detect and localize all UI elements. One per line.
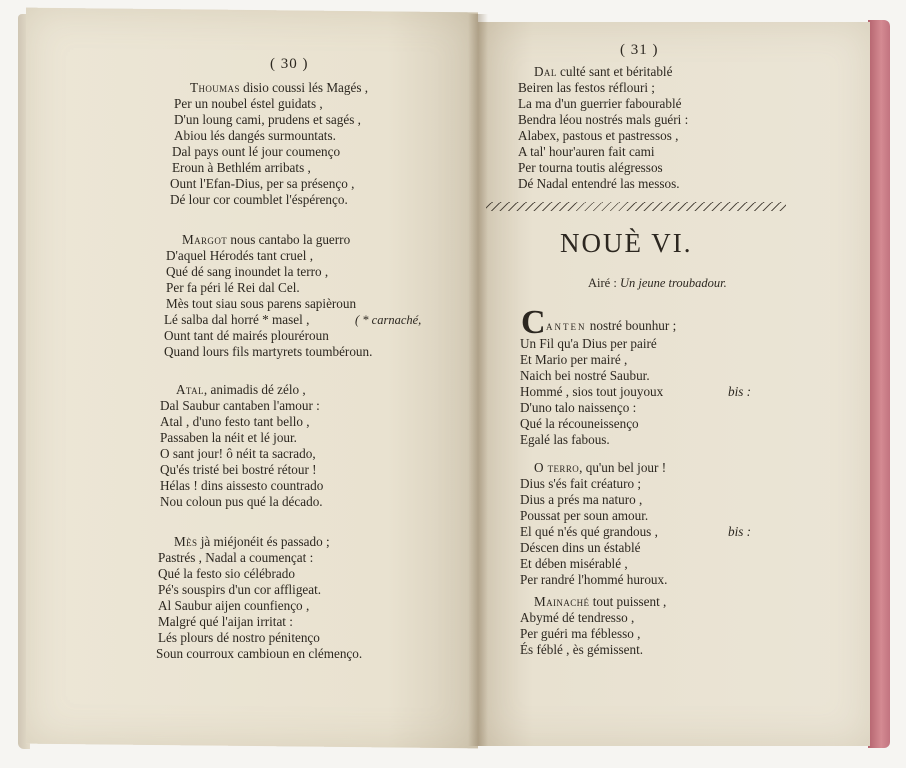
verse-line: A tal' hour'auren fait cami	[518, 144, 655, 159]
bis-marker: bis :	[728, 524, 752, 539]
verse-line: Ount tant dé mairés plouréroun	[164, 328, 329, 343]
ornamental-rule	[486, 202, 786, 211]
verse-line: Per un noubel éstel guidats ,	[174, 96, 323, 111]
verse-line: Et Mario per mairé ,	[520, 352, 628, 367]
drop-cap: C	[521, 304, 546, 341]
verse-line: Mès tout siau sous parens sapièroun	[166, 296, 357, 311]
verse-line: Lé salba dal horré * masel ,	[164, 312, 310, 327]
verse-line	[534, 460, 666, 475]
page-number-left: ( 30 )	[270, 56, 309, 72]
verse-line	[176, 382, 306, 397]
stanza-lead: Dal	[534, 64, 557, 79]
book-gutter	[468, 14, 488, 746]
verse-line: Lés plours dé nostro pénitenço	[158, 630, 320, 645]
verse-line: Pé's souspirs d'un cor affligeat.	[158, 582, 322, 597]
song-title: NOUÈ VI.	[560, 228, 693, 258]
stanza-first-line: culté sant et béritablé	[556, 64, 673, 79]
verse-line: Ount l'Efan-Dius, per sa présenço ,	[170, 176, 355, 191]
verse-line: Eroun à Bethlém arribats ,	[172, 160, 311, 175]
verse-line: Per fa péri lé Rei dal Cel.	[166, 280, 300, 295]
verse-line: Per guéri ma féblesso ,	[520, 626, 641, 641]
verse-line: Nou coloun pus qué la décado.	[160, 494, 323, 509]
verse-line	[174, 534, 330, 549]
verse-line: Atal , d'uno festo tant bello ,	[160, 414, 310, 429]
stanza-lead: Mès	[174, 534, 198, 549]
stanza-first-line: nous cantabo la guerro	[227, 232, 351, 247]
verse-line: Dius s'és fait créaturo ;	[520, 476, 642, 491]
verse-line: Qué la festo sio célébrado	[158, 566, 295, 581]
bis-marker: bis :	[728, 384, 752, 399]
verse-line: Naich bei nostré Saubur.	[520, 368, 650, 383]
stanza-first-line: , qu'un bel jour !	[579, 460, 667, 475]
verse-line: Soun courroux cambioun en clémenço.	[156, 646, 363, 661]
verse-line: D'uno talo naissenço :	[520, 400, 637, 415]
stanza-first-line: nostré bounhur ;	[586, 318, 677, 333]
verse-line: Egalé las fabous.	[520, 432, 610, 447]
verse-line: Hommé , sios tout jouyoux	[520, 384, 664, 399]
verse-line: Un Fil qu'a Dius per pairé	[520, 336, 657, 351]
air-name: Un jeune troubadour.	[619, 276, 727, 290]
stanza-first-line: , animadis dé zélo ,	[203, 382, 306, 397]
air-label: Airé :	[588, 276, 617, 290]
verse-line: El qué n'és qué grandous ,	[520, 524, 658, 539]
air-line	[588, 276, 727, 291]
verse-line: Dal pays ount lé jour coumenço	[172, 144, 341, 159]
stanza-lead: Margot	[182, 232, 228, 247]
stanza-lead: Atal	[176, 382, 204, 397]
verse-line: Dé lour cor coumblet l'éspérenço.	[170, 192, 348, 207]
stanza-lead: anten	[546, 318, 587, 333]
verse-line: La ma d'un guerrier fabourablé	[518, 96, 682, 111]
stanza-first-line: tout puissent ,	[589, 594, 667, 609]
stanza-first-line: disio coussi lés Magés ,	[239, 80, 369, 95]
verse-line: Al Saubur aijen counfienço ,	[158, 598, 310, 613]
verse-line: Per randré l'hommé huroux.	[520, 572, 668, 587]
verse-line: Bendra léou nostrés mals guéri :	[518, 112, 689, 127]
verse-line: D'un loung cami, prudens et sagés ,	[174, 112, 361, 127]
verse-line: Per tourna toutis alégressos	[518, 160, 663, 175]
stanza-lead: Thoumas	[190, 80, 240, 95]
verse-line: Beiren las festos réflouri ;	[518, 80, 655, 95]
verse-line: Dal Saubur cantaben l'amour :	[160, 398, 320, 413]
verse-line: Poussat per soun amour.	[520, 508, 649, 523]
red-cover-edge	[868, 20, 890, 748]
verse-line: D'aquel Hérodés tant cruel ,	[166, 248, 314, 263]
verse-line: Qué dé sang inoundet la terro ,	[166, 264, 329, 279]
verse-line: Et dében misérablé ,	[520, 556, 628, 571]
verse-line: Abiou lés dangés surmountats.	[174, 128, 336, 143]
verse-line: Passaben la néit et lé jour.	[160, 430, 297, 445]
verse-line: Abymé dé tendresso ,	[520, 610, 635, 625]
verse-line: Quand lours fils martyrets toumbéroun.	[164, 344, 373, 359]
verse-line: Dé Nadal entendré las messos.	[518, 176, 680, 191]
stanza-first-line: jà miéjonéit és passado ;	[197, 534, 330, 549]
verse-line: Alabex, pastous et pastressos ,	[518, 128, 679, 143]
verse-line	[534, 64, 672, 79]
stanza-lead: Mainaché	[534, 594, 590, 609]
verse-line: Qué la récouneissenço	[520, 416, 639, 431]
verse-line: Déscen dins un éstablé	[520, 540, 641, 555]
verse-line: Malgré qué l'aijan irritat :	[158, 614, 293, 629]
footnote: ( * carnaché,	[355, 313, 422, 327]
verse-line	[182, 232, 350, 247]
verse-line: Qu'és tristé bei bostré rétour !	[160, 462, 317, 477]
verse-line: Dius a prés ma naturo ,	[520, 492, 643, 507]
verse-line	[190, 80, 368, 95]
verse-line: És féblé , ès gémissent.	[520, 642, 644, 657]
verse-line	[546, 318, 676, 333]
verse-line: Hélas ! dins aissesto countrado	[160, 478, 324, 493]
verse-line: O sant jour! ô néit ta sacrado,	[160, 446, 316, 461]
verse-line: Pastrés , Nadal a coumençat :	[158, 550, 314, 565]
verse-line	[534, 594, 666, 609]
stanza-lead: O terro	[534, 460, 580, 475]
page-number-right: ( 31 )	[620, 42, 659, 58]
